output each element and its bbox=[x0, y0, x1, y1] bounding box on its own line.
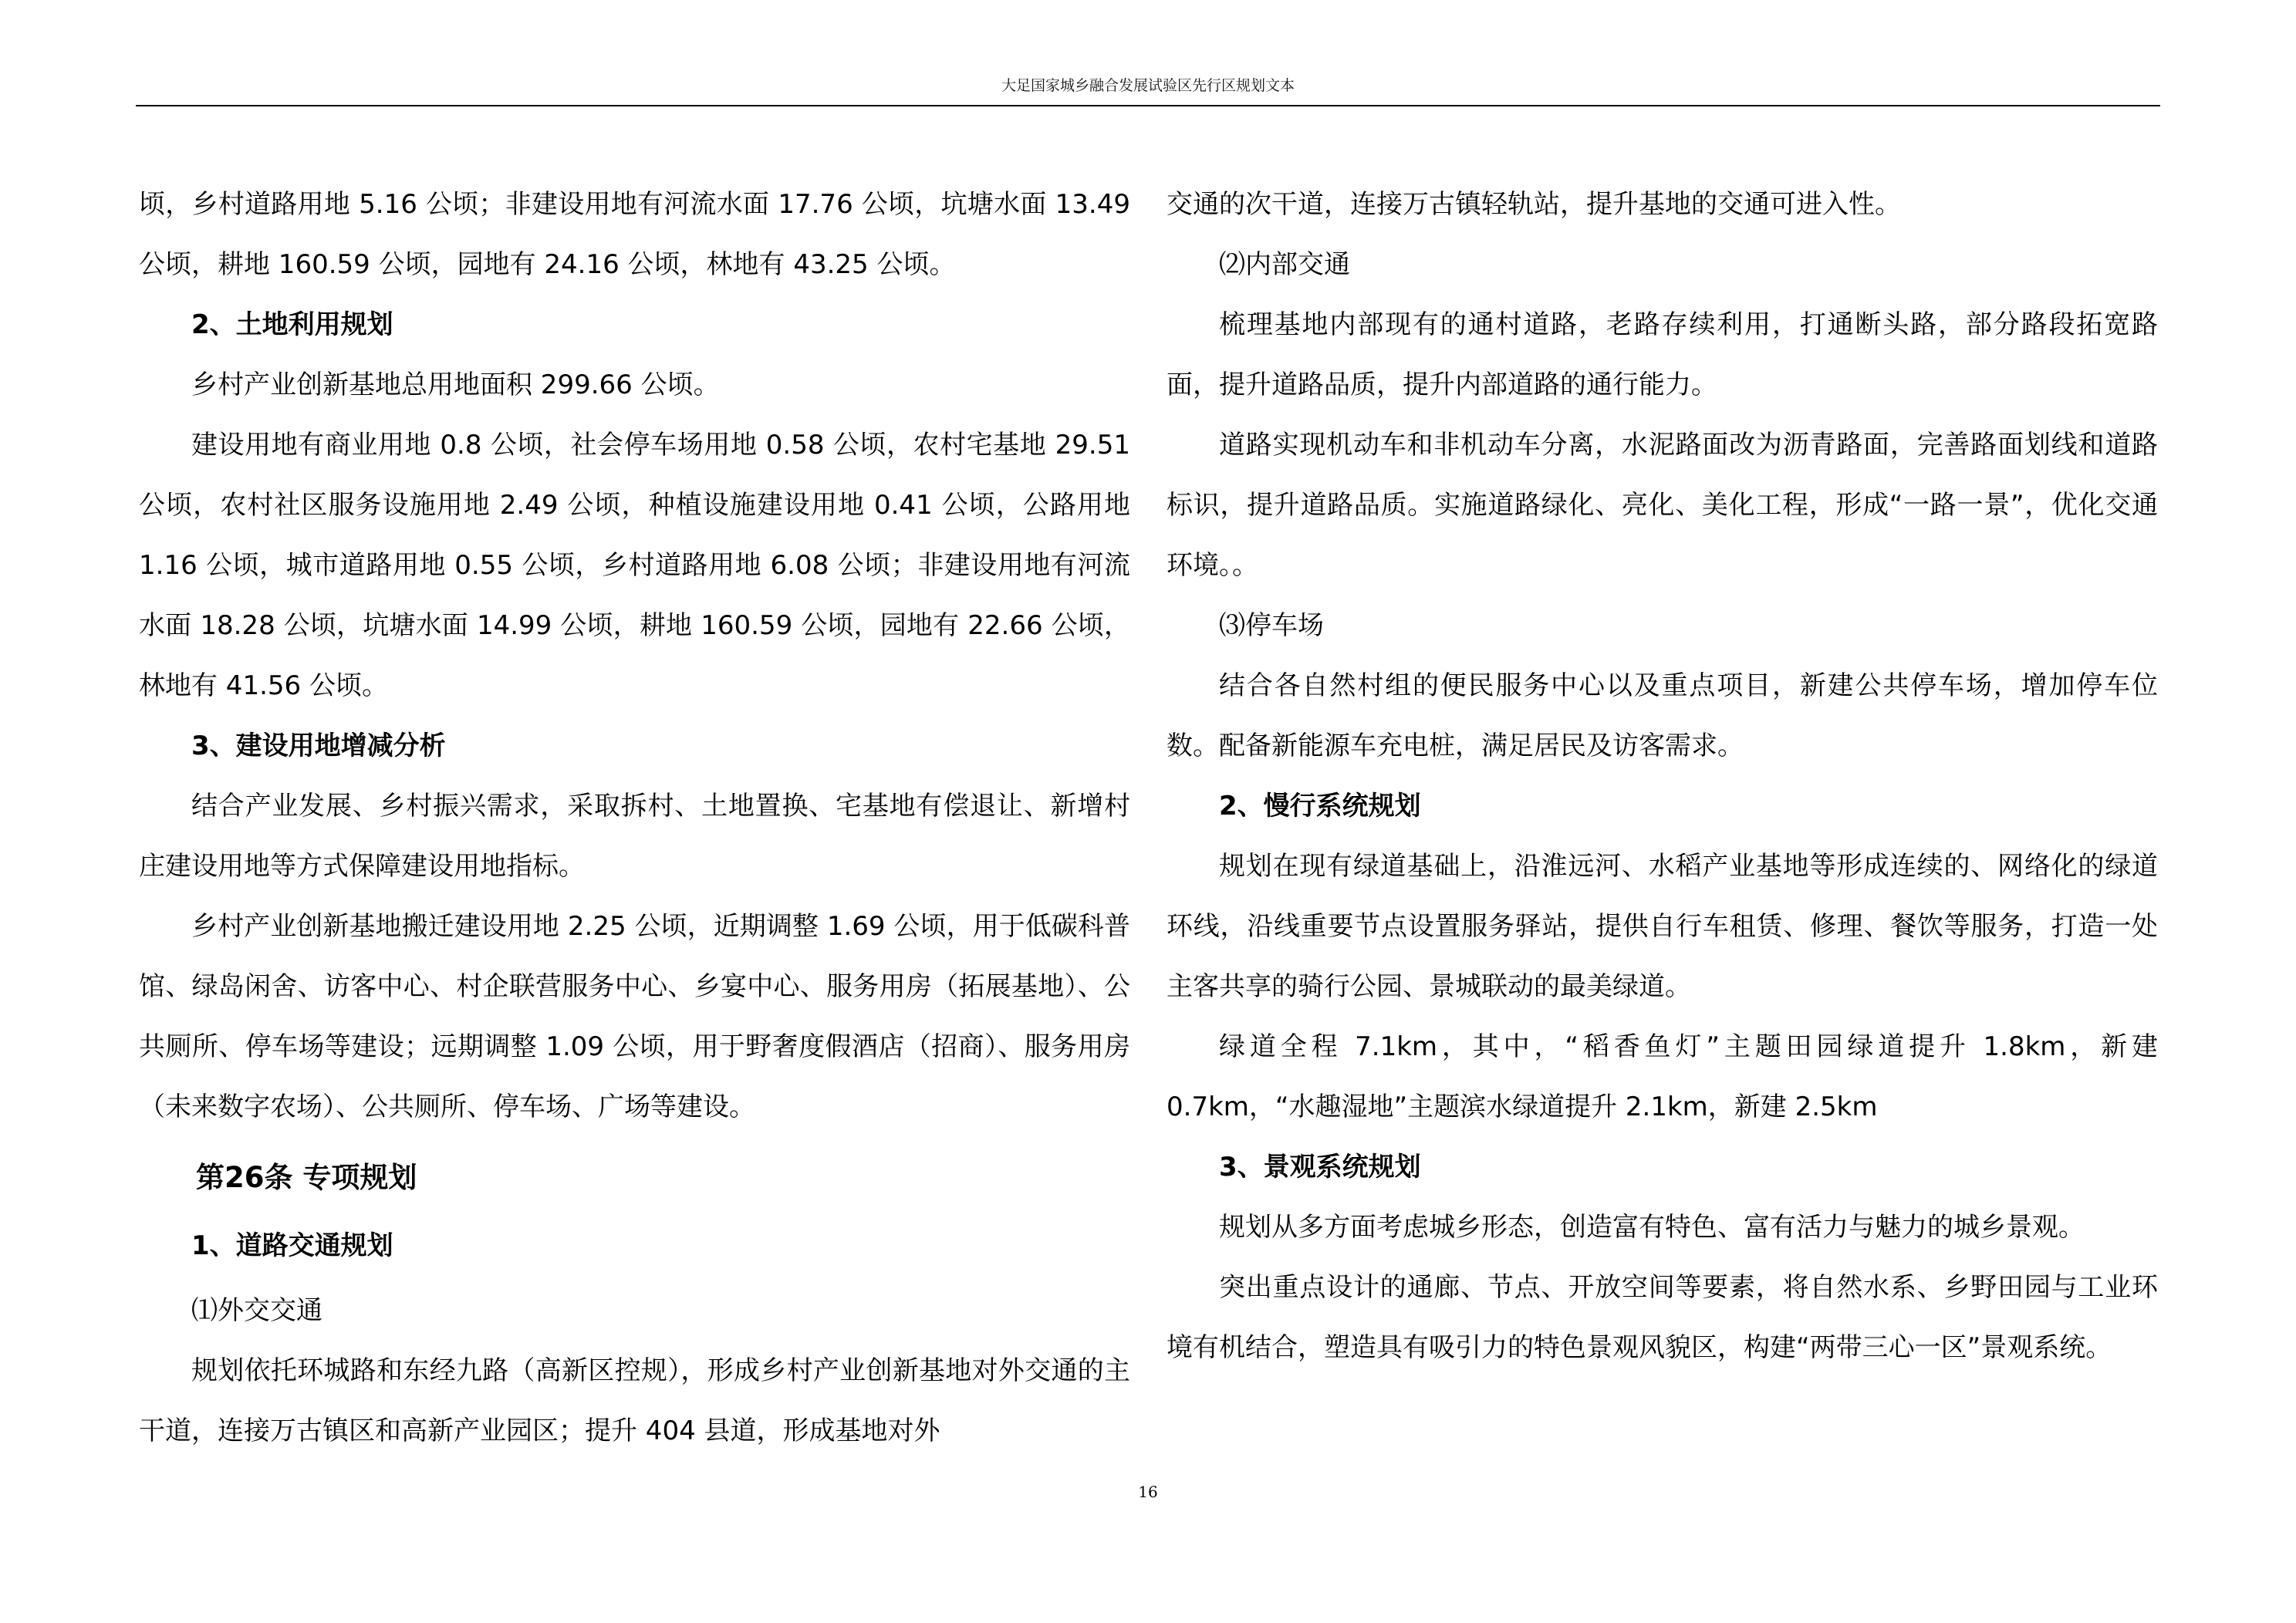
subsection-heading: ⑴外交交通 bbox=[191, 1295, 322, 1326]
subsection-heading: ⑵内部交通 bbox=[1219, 249, 1350, 280]
paragraph: 规划从多方面考虑城乡形态，创造富有特色、富有活力与魅力的城乡景观。 bbox=[1219, 1212, 2085, 1243]
paragraph: 绿道全程 7.1km，其中，“稻香鱼灯”主题田园绿道提升 1.8km，新建 0.7km，“水趣湿地”主题滨水绿道提升 2.1km，新建 2.5km bbox=[1167, 1031, 2158, 1122]
paragraph: 建设用地有商业用地 0.8 公顷，社会停车场用地 0.58 公顷，农村宅基地 29.51 公顷，农村社区服务设施用地 2.49 公顷，种植设施建设用地 0.41 公顷，公路用地 1.16 公顷，城市道路用地 0.55 公顷，乡村道路用地 6.08 公顷；非建设用地有河流水面 18.28 公顷，坑塘水面 14.99 公顷，耕地 160.59 公顷，园地有 22.66 公顷，林地有 41.56 公顷。 bbox=[139, 430, 1130, 701]
section-heading: 3、景观系统规划 bbox=[1219, 1152, 1421, 1183]
header-divider bbox=[136, 105, 2160, 106]
page-number: 16 bbox=[1138, 1483, 1158, 1501]
paragraph: 交通的次干道，连接万古镇轻轨站，提升基地的交通可进入性。 bbox=[1167, 189, 1901, 220]
right-column bbox=[1167, 174, 2158, 1378]
left-column bbox=[139, 174, 1130, 1461]
section-heading: 2、土地利用规划 bbox=[191, 309, 393, 340]
paragraph: 梳理基地内部现有的通村道路，老路存续利用，打通断头路，部分路段拓宽路面，提升道路品质，提升内部道路的通行能力。 bbox=[1167, 309, 2158, 400]
page-header-title: 大足国家城乡融合发展试验区先行区规划文本 bbox=[1001, 77, 1295, 94]
paragraph: 突出重点设计的通廊、节点、开放空间等要素，将自然水系、乡野田园与工业环境有机结合，塑造具有吸引力的特色景观风貌区，构建“两带三心一区”景观系统。 bbox=[1167, 1272, 2158, 1363]
paragraph: 结合各自然村组的便民服务中心以及重点项目，新建公共停车场，增加停车位数。配备新能源车充电桩，满足居民及访客需求。 bbox=[1167, 670, 2158, 761]
paragraph: 乡村产业创新基地总用地面积 299.66 公顷。 bbox=[191, 369, 720, 400]
section-heading: 2、慢行系统规划 bbox=[1219, 791, 1421, 822]
subsection-heading: ⑶停车场 bbox=[1219, 610, 1324, 641]
article-heading: 第26条 专项规划 bbox=[196, 1161, 417, 1194]
paragraph: 道路实现机动车和非机动车分离，水泥路面改为沥青路面，完善路面划线和道路标识，提升道路品质。实施道路绿化、亮化、美化工程，形成“一路一景”，优化交通环境。。 bbox=[1167, 430, 2158, 581]
paragraph: 顷，乡村道路用地 5.16 公顷；非建设用地有河流水面 17.76 公顷，坑塘水面 13.49 公顷，耕地 160.59 公顷，园地有 24.16 公顷，林地有 43.25 公顷。 bbox=[139, 189, 1130, 280]
section-heading: 1、道路交通规划 bbox=[191, 1230, 393, 1261]
paragraph: 规划依托环城路和东经九路（高新区控规），形成乡村产业创新基地对外交通的主干道，连接万古镇区和高新产业园区；提升 404 县道，形成基地对外 bbox=[139, 1355, 1130, 1446]
paragraph: 规划在现有绿道基础上，沿淮远河、水稻产业基地等形成连续的、网络化的绿道环线，沿线重要节点设置服务驿站，提供自行车租赁、修理、餐饮等服务，打造一处主客共享的骑行公园、景城联动的最美绿道。 bbox=[1167, 851, 2158, 1002]
section-heading: 3、建设用地增减分析 bbox=[191, 731, 446, 761]
paragraph: 乡村产业创新基地搬迁建设用地 2.25 公顷，近期调整 1.69 公顷，用于低碳科普馆、绿岛闲舍、访客中心、村企联营服务中心、乡宴中心、服务用房（拓展基地）、公共厕所、停车场等建设；远期调整 1.09 公顷，用于野奢度假酒店（招商）、服务用房（未来数字农场）、公共厕所、停车场、广场等建设。 bbox=[139, 911, 1130, 1122]
paragraph: 结合产业发展、乡村振兴需求，采取拆村、土地置换、宅基地有偿退让、新增村庄建设用地等方式保障建设用地指标。 bbox=[139, 791, 1130, 882]
